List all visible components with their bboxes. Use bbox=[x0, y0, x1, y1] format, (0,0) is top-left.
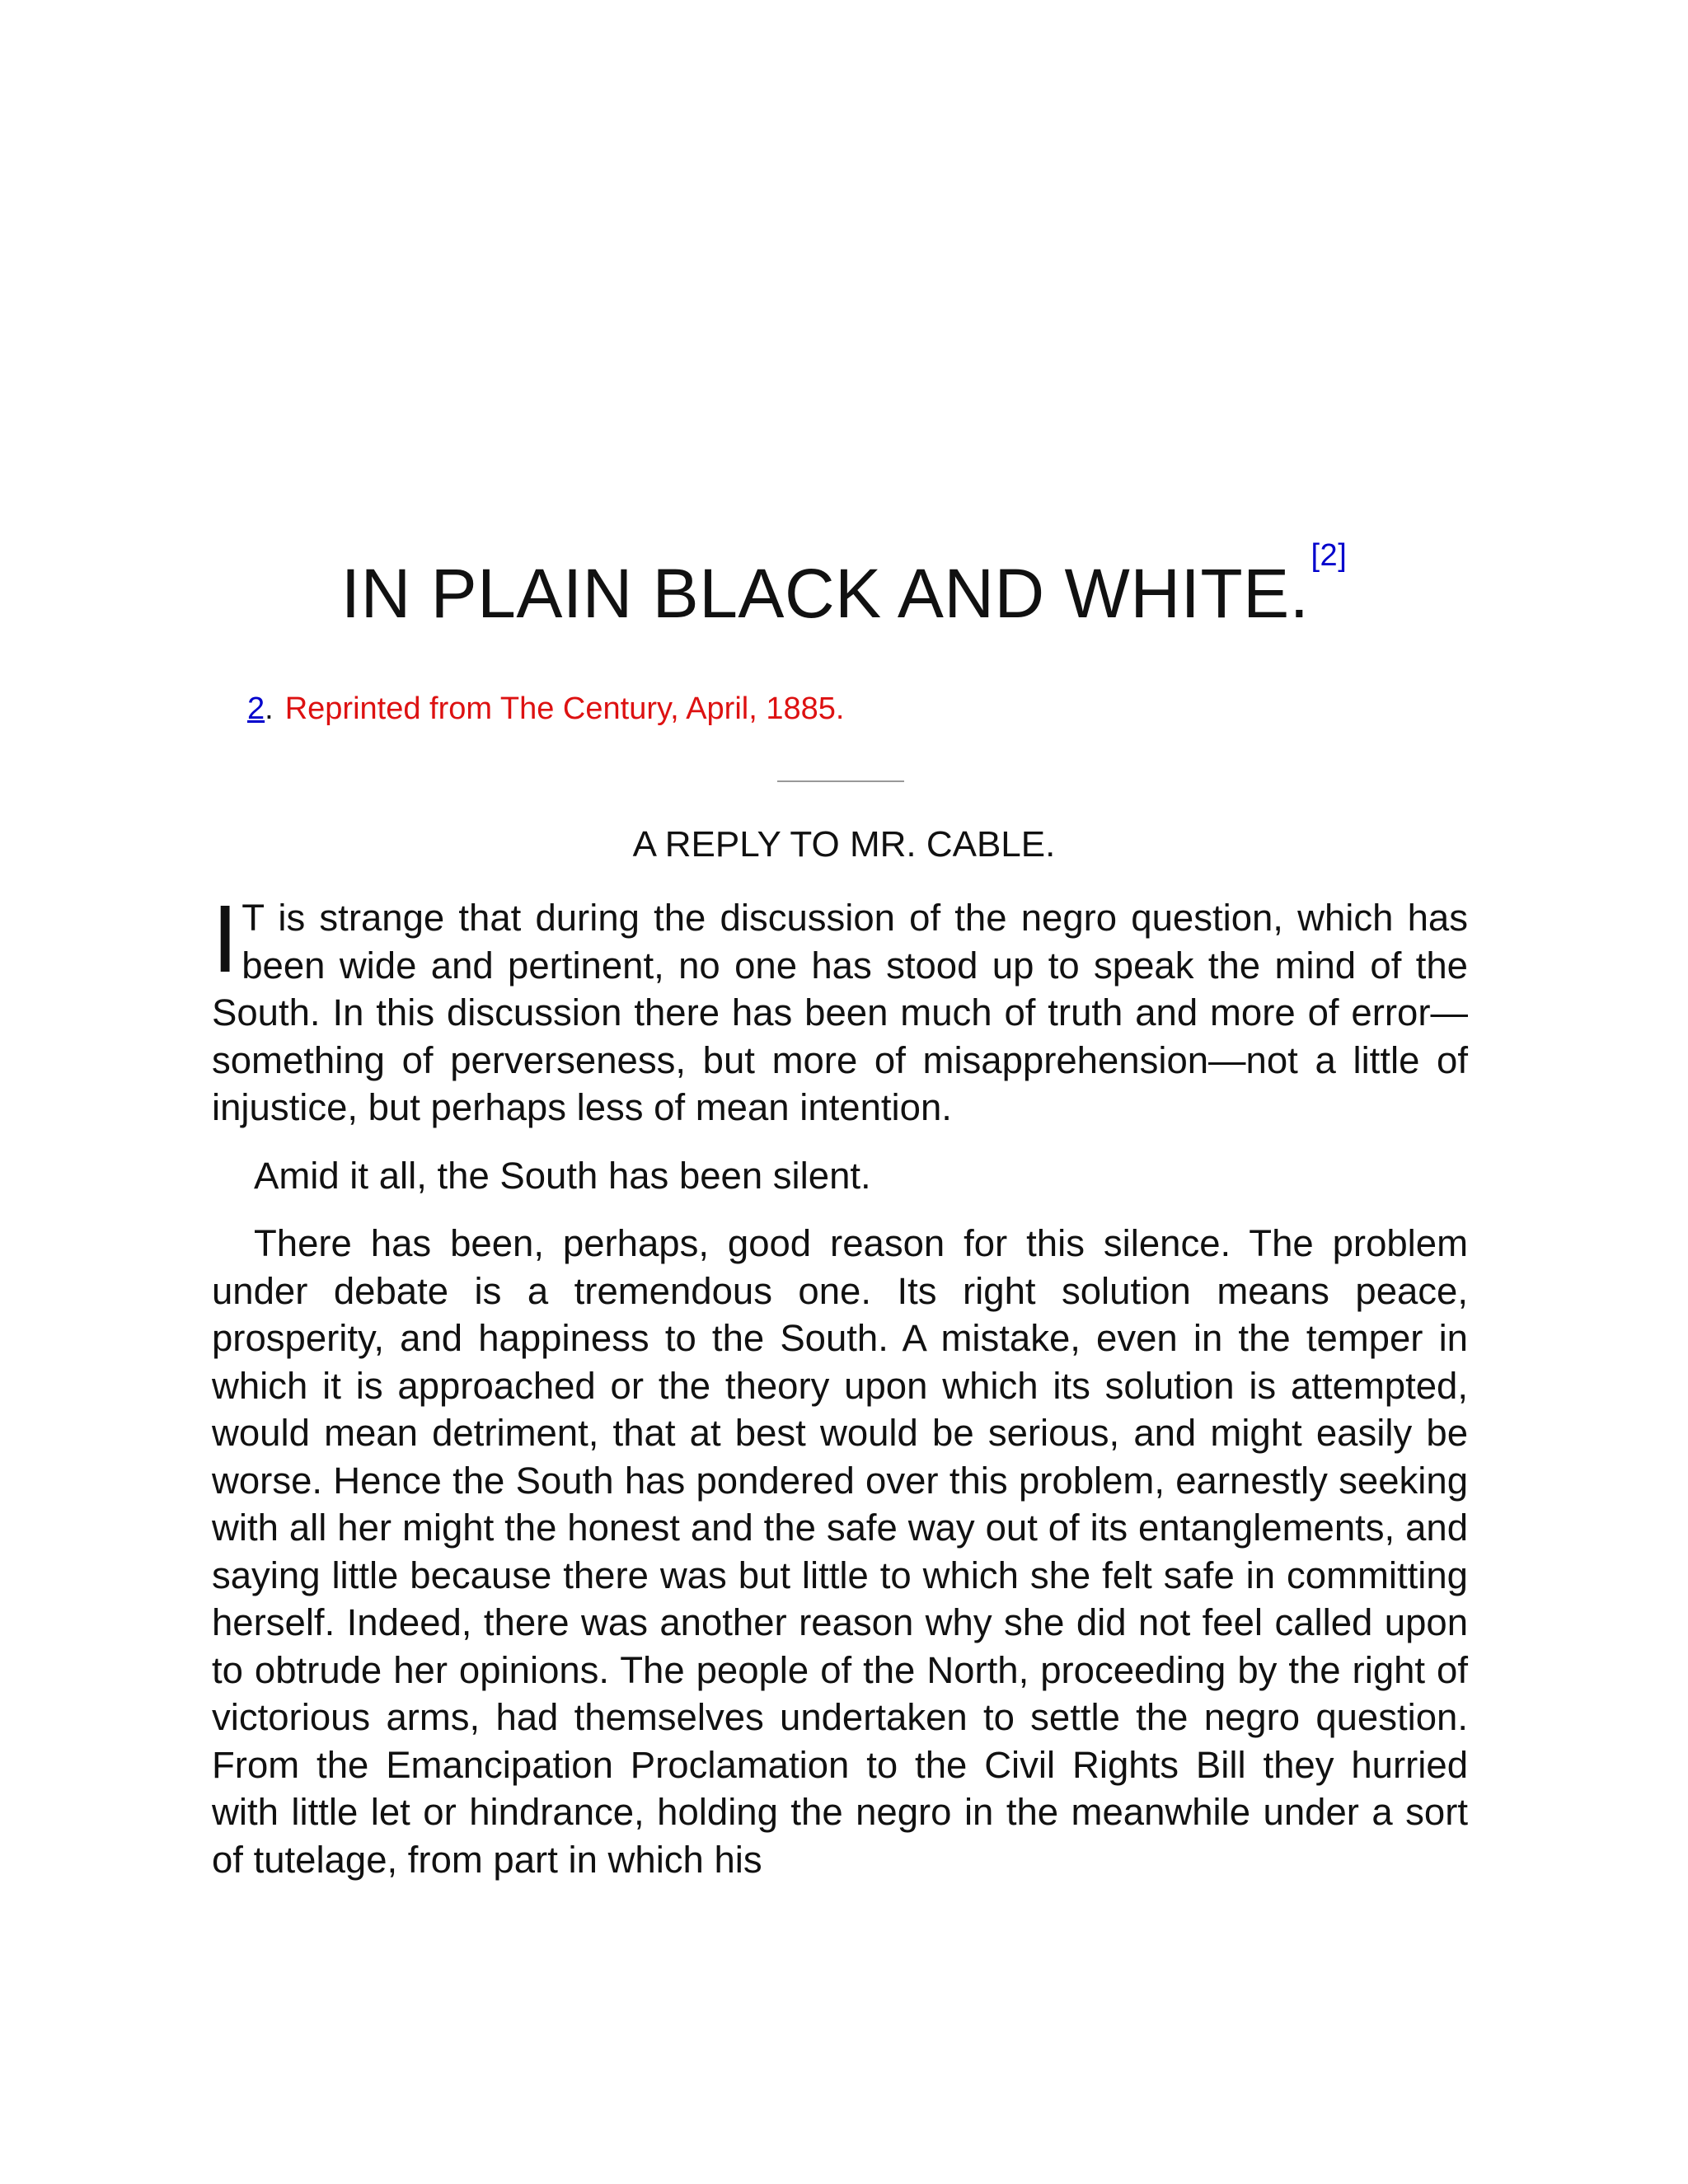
chapter-title bbox=[0, 540, 1688, 630]
article-body bbox=[212, 885, 1468, 1904]
section-subtitle: A REPLY TO MR. CABLE. bbox=[632, 824, 1056, 865]
paragraph-3: There has been, perhaps, good reason for this silence. The problem under debate is a tremendous one. Its right solution means peace, prosperity, and happiness to the South. A mistake, even in the temper in which it is approached or the theory upon which its solution is attempted, would mean detriment, that at best would be serious, and might easily be worse. Hence the South has pondered over this problem, earnestly seeking with all her might the honest and the safe way out of its entanglements, and saying little because there was but little to which she felt safe in committing herself. Indeed, there was another reason why she did not feel called upon to obtrude her opinions. The people of the North, proceeding by the right of victorious arms, had themselves undertaken to settle the negro question. From the Emancipation Proclamation to the Civil Rights Bill they hurried with little let or hindrance, holding the negro in the meanwhile under a sort of tutelage, from part in which his bbox=[212, 1222, 1468, 1881]
footnote-number-dot: . bbox=[265, 691, 274, 726]
section-divider bbox=[777, 780, 904, 782]
chapter-title-text: IN PLAIN BLACK AND WHITE. bbox=[340, 555, 1310, 632]
footnote bbox=[247, 691, 844, 729]
footnote-number-link[interactable]: 2 bbox=[247, 691, 265, 726]
paragraph-2: Amid it all, the South has been silent. bbox=[254, 1154, 871, 1197]
footnote-text: Reprinted from The Century, April, 1885. bbox=[284, 691, 845, 726]
footnote-reference-link[interactable]: [2] bbox=[1311, 538, 1348, 573]
paragraph-1-text: T is strange that during the discussion of the negro question, which has been wide and pertinent, no one has stood up to speak the mind of the South. In this discussion there has been much of truth and more of error—something of perverseness, but more of misapprehension—not a little of injustice, but perhaps less of mean intention. bbox=[212, 897, 1468, 1128]
drop-cap: I bbox=[212, 885, 239, 992]
paragraph-1 bbox=[212, 885, 1468, 1132]
